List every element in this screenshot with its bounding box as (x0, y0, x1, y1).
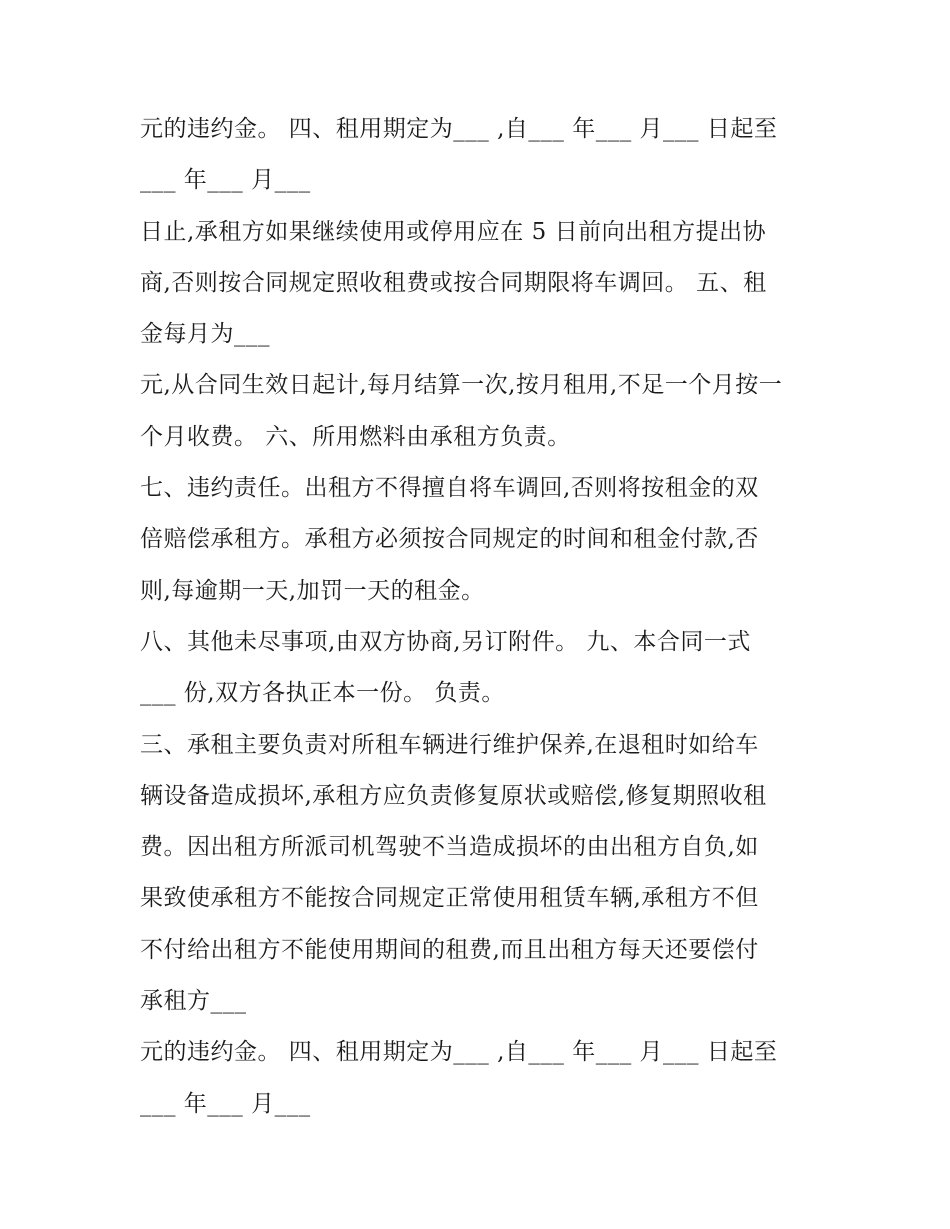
text-line: 元的违约金。 四、租用期定为___ ,自___ 年___ 月___ 日起至 (140, 1039, 778, 1066)
text-line: 三、承租主要负责对所租车辆进行维护保养,在退租时如给车 (140, 731, 759, 758)
text-line: ___ 份,双方各执正本一份。 负责。 (140, 680, 505, 707)
text-line: 金每月为___ (140, 321, 270, 348)
text-line: ___ 年___ 月___ (140, 167, 311, 194)
text-line: 则,每逾期一天,加罚一天的租金。 (140, 577, 485, 604)
text-line: 承租方___ (140, 988, 247, 1015)
text-line: 商,否则按合同规定照收租费或按合同期限将车调回。 五、租 (140, 269, 767, 296)
text-line: 七、违约责任。出租方不得擅自将车调回,否则将按租金的双 (140, 475, 759, 502)
text-line: 果致使承租方不能按合同规定正常使用租赁车辆,承租方不但 (140, 885, 759, 912)
text-line: 个月收费。 六、所用燃料由承租方负责。 (140, 423, 571, 450)
contract-text-body (140, 104, 820, 1130)
text-line: 日止,承租方如果继续使用或停用应在 5 日前向出租方提出协 (140, 218, 767, 245)
text-line: 费。因出租方所派司机驾驶不当造成损坏的由出租方自负,如 (140, 834, 759, 861)
text-line: ___ 年___ 月___ (140, 1090, 311, 1117)
text-line: 不付给出租方不能使用期间的租费,而且出租方每天还要偿付 (140, 936, 759, 963)
text-line: 八、其他未尽事项,由双方协商,另订附件。 九、本合同一式 (140, 628, 751, 655)
text-line: 辆设备造成损坏,承租方应负责修复原状或赔偿,修复期照收租 (140, 782, 767, 809)
text-line: 元,从合同生效日起计,每月结算一次,按月租用,不足一个月按一 (140, 372, 783, 399)
text-line: 元的违约金。 四、租用期定为___ ,自___ 年___ 月___ 日起至 (140, 116, 778, 142)
text-line: 倍赔偿承租方。承租方必须按合同规定的时间和租金付款,否 (140, 526, 759, 553)
